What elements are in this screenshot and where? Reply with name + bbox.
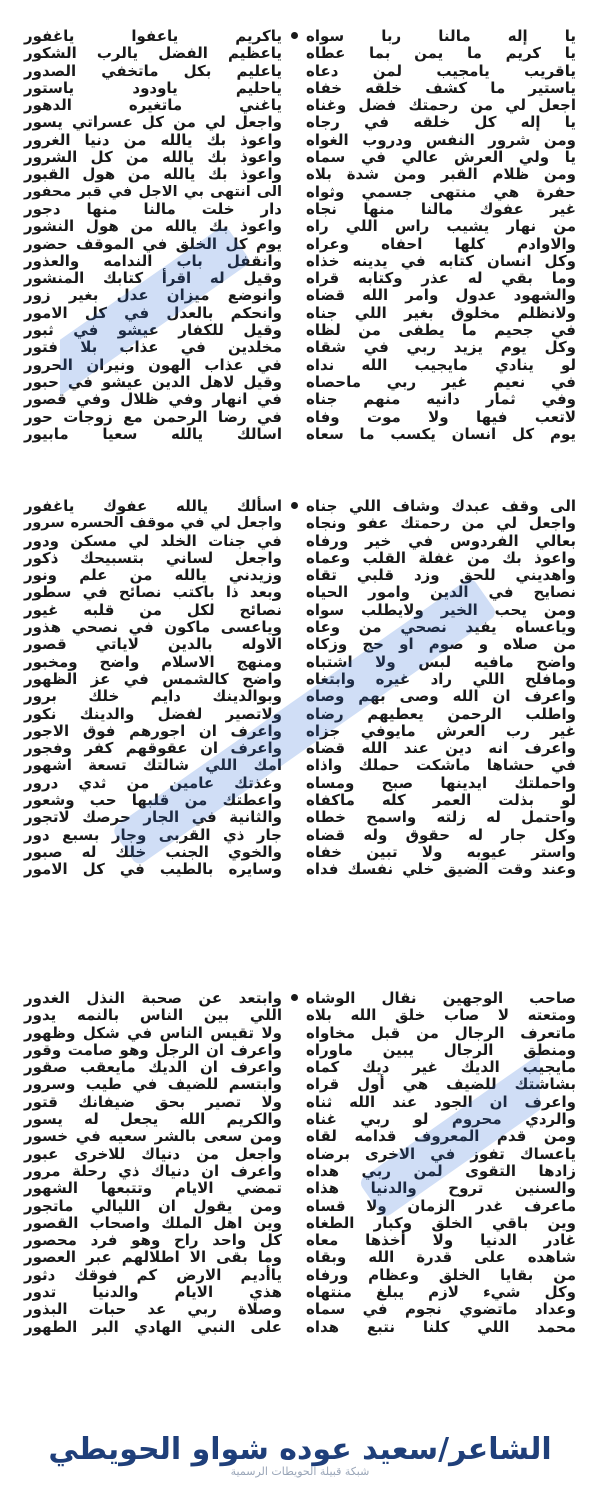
bullet-icon bbox=[291, 32, 298, 39]
verse-line: واعرف ان عقوقهم كفر وفجور bbox=[24, 739, 282, 758]
column-right bbox=[18, 28, 300, 468]
poet-signature bbox=[0, 1432, 600, 1478]
verse-line: واجعل من دنياك للاخرى عبور bbox=[24, 1144, 282, 1163]
verse-line: ياعظيم الفضل يالرب الشكور bbox=[24, 44, 282, 63]
verse-line: اللي بين الناس بالنمه يدور bbox=[24, 1006, 282, 1025]
verse-line: واحتمل له زلته واسمح خطاه bbox=[306, 808, 576, 827]
verse-line: كل واحد راح وهو فرد محصور bbox=[24, 1231, 282, 1250]
verse-line: اسالك يالله سعيا مابيور bbox=[24, 424, 282, 443]
verse-line: وابتسم للضيف في طيب وسرور bbox=[24, 1075, 282, 1094]
verse-line: واجعل لساني بتسبيحك ذكور bbox=[24, 548, 282, 567]
verse-line: بعالي الفردوس في خير ورفاه bbox=[306, 531, 576, 550]
verse-line: والثانية في الجار حرصك لاتجور bbox=[24, 808, 282, 827]
verse-line: من نهار يشيب راس اللي راه bbox=[306, 217, 576, 236]
verse-line: وصلاة ربي عد حبات البذور bbox=[24, 1300, 282, 1319]
verse-line: وكل يوم يزيد ربي في شقاه bbox=[306, 338, 576, 357]
verse-line: زادها التقوى لمن ربي هداه bbox=[306, 1161, 576, 1180]
verse-line: واعرف انه دين عند الله قضاه bbox=[306, 739, 576, 758]
verse-line: وانوضع ميزان عدل بغير زور bbox=[24, 286, 282, 305]
verse-line: وقيل للكفار عيشو في ثبور bbox=[24, 321, 282, 340]
verse-line: وبعد ذا باكتب نصائح في سطور bbox=[24, 583, 282, 602]
verse-line: واجعل لي في موقف الحسره سرور bbox=[24, 515, 282, 532]
verse-line: وانحكم بالعدل في كل الامور bbox=[24, 303, 282, 322]
verse-line: لو ينادي مايجيب الله نداه bbox=[306, 355, 576, 374]
verse-line: غير رب العرش مايوفي جزاه bbox=[306, 721, 576, 740]
poet-name: الشاعر/سعيد عوده شواو الحويطي bbox=[48, 1432, 552, 1467]
verse-line: دار خلت مالنا منها دجور bbox=[24, 199, 282, 218]
verse-line: شاهده على قدرة الله وبقاه bbox=[306, 1248, 576, 1267]
verse-line: وكل انسان كتابه في يدينه خذاه bbox=[306, 251, 576, 270]
verse-line: مخلدين في عذاب بلا فتور bbox=[24, 338, 282, 357]
bullet-icon bbox=[291, 994, 298, 1001]
verse-line: والاوادم كلها احفاه وعراه bbox=[306, 234, 576, 253]
verse-line: جار ذي القربى وجار بسبع دور bbox=[24, 825, 282, 844]
verse-line: هذي الايام والدنيا تدور bbox=[24, 1283, 282, 1302]
verse-line: ماعرف غدر الزمان ولا قساه bbox=[306, 1196, 576, 1215]
verse-line: واعرف ان دنياك ذي رحلة مرور bbox=[24, 1161, 282, 1180]
verse-line: ياأديم الارض كم فوقك دثور bbox=[24, 1265, 282, 1284]
verse-line: واعطتك من قلبها حب وشعور bbox=[24, 791, 282, 810]
verse-line: ومافلح اللي راد غيره وابتغاه bbox=[306, 669, 576, 688]
verse-line: اجعل لي من رحمتك فضل وغناه bbox=[306, 96, 576, 115]
verse-line: من صلاه و صوم او حج وزكاه bbox=[306, 635, 576, 654]
verse-line: ياعليم بكل ماتخفي الصدور bbox=[24, 61, 282, 80]
verse-line: يا كريم ما يمن بما عطاه bbox=[306, 44, 576, 63]
verse-line: ومن قدم المعروف قدامه لقاه bbox=[306, 1127, 576, 1146]
verse-line: وسايره بالطيب في كل الامور bbox=[24, 860, 282, 879]
verse-line: وين باقي الخلق وكبار الطغاه bbox=[306, 1213, 576, 1232]
verse-line: ولا تصير بحق ضيفانك قتور bbox=[24, 1092, 282, 1111]
verse-line: يا ولي العرش عالي في سماه bbox=[306, 148, 576, 167]
verse-line: وما بقي له عذر وكتابه قراه bbox=[306, 269, 576, 288]
verse-line: غادر الدنيا ولا أخذها معاه bbox=[306, 1231, 576, 1250]
verse-line: وفي ثمار دانيه منهم جناه bbox=[306, 390, 576, 409]
poem-section-2 bbox=[18, 498, 582, 968]
verse-line: ولا تقيس الناس في شكل وظهور bbox=[24, 1023, 282, 1042]
verse-line: حفرة هي منتهى جسمي وثواه bbox=[306, 182, 576, 201]
verse-line: صاحب الوجهين نقال الوشاه bbox=[306, 989, 576, 1007]
verse-line: ياكريم ياعفوا ياغفور bbox=[24, 27, 282, 45]
verse-line: وعند وقت الضيق خلي نفسك فداه bbox=[306, 860, 576, 879]
verse-line: واضح مافيه لبس ولا اشتباه bbox=[306, 652, 576, 671]
verse-line: واعرف ان الرجل وهو صامت وقور bbox=[24, 1040, 282, 1059]
verse-line: ومن شرور النفس ودروب الغواه bbox=[306, 130, 576, 149]
verse-line: ومن يقول ان الليالي ماتجور bbox=[24, 1196, 282, 1215]
verse-line: محمد اللي كلنا نتبع هداه bbox=[306, 1317, 576, 1336]
verse-line: واعرف ان اجورهم فوق الاجور bbox=[24, 721, 282, 740]
verse-line: وما بقى الا اطلالهم عبر العصور bbox=[24, 1248, 282, 1267]
verse-line: وكل جار له حقوق وله قضاه bbox=[306, 825, 576, 844]
bullet-icon bbox=[291, 502, 298, 509]
column-right bbox=[18, 990, 300, 1430]
verse-line: على النبي الهادي البر الطهور bbox=[24, 1317, 282, 1336]
verse-line: الى وقف عبدك وشاف اللي جناه bbox=[306, 497, 576, 515]
verse-line: في جحيم ما يطفى من لظاه bbox=[306, 321, 576, 340]
verse-line: ياغني ماتغيره الدهور bbox=[24, 96, 282, 115]
verse-line: اسألك يالله عفوك ياغفور bbox=[24, 497, 282, 515]
verse-line: واعوذ بك يالله من هول القبور bbox=[24, 165, 282, 184]
verse-line: لو بذلت العمر كله ماكفاه bbox=[306, 791, 576, 810]
poem-section-1 bbox=[18, 28, 582, 468]
verse-line: وياعسى ماكون في نصحي هذور bbox=[24, 618, 282, 637]
verse-line: وين اهل الملك واصحاب القصور bbox=[24, 1213, 282, 1232]
verse-line: والشهود عدول وامر الله قضاه bbox=[306, 286, 576, 305]
verse-line: وانقفل باب الندامه والعذور bbox=[24, 251, 282, 270]
verse-line: في نعيم غير ربي ماحصاه bbox=[306, 372, 576, 391]
verse-line: غير عفوك مالنا منها نجاه bbox=[306, 199, 576, 218]
column-left bbox=[300, 28, 582, 468]
verse-line: ولاتصير لفضل والدينك نكور bbox=[24, 704, 282, 723]
verse-line: واعوذ بك من غفلة القلب وعماه bbox=[306, 548, 576, 567]
column-left bbox=[300, 498, 582, 968]
verse-line: واجعل لي من رحمتك عفو ونجاه bbox=[306, 514, 576, 533]
verse-line: والخوي الجنب خلك له صبور bbox=[24, 842, 282, 861]
column-left bbox=[300, 990, 582, 1430]
verse-line: واستر عيوبه ولا تبين خفاه bbox=[306, 842, 576, 861]
verse-line: الى انتهى بي الاجل في قبر محفور bbox=[24, 183, 282, 200]
verse-line: وغذتك عامين من ثدي درور bbox=[24, 773, 282, 792]
verse-line: الاوله بالدين لاياتي قصور bbox=[24, 635, 282, 654]
verse-line: من بقايا الخلق وعظام ورفاه bbox=[306, 1265, 576, 1284]
verse-line: وابتعد عن صحبة النذل الغدور bbox=[24, 989, 282, 1007]
verse-line: واعوذ بك يالله من دنيا الغرور bbox=[24, 130, 282, 149]
verse-line: نصائح لكل من قلبه غيور bbox=[24, 600, 282, 619]
verse-line: واعوذ بك يالله من كل الشرور bbox=[24, 148, 282, 167]
verse-line: في انهار وفي ظلال وفي قصور bbox=[24, 390, 282, 409]
verse-line: يا إله كل خلقه في رجاه bbox=[306, 113, 576, 132]
verse-line: واطلب الرحمن يعطيهم رضاه bbox=[306, 704, 576, 723]
verse-line: ماتعرف الرجال من قبل مخاواه bbox=[306, 1023, 576, 1042]
verse-line: يوم كل انسان يكسب ما سعاه bbox=[306, 424, 576, 443]
column-right bbox=[18, 498, 300, 968]
verse-line: واعرف ان الديك مايعقب صقور bbox=[24, 1058, 282, 1077]
verse-line: وعداد ماتضوي نجوم في سماه bbox=[306, 1300, 576, 1319]
verse-line: في جنات الخلد لي مسكن ودور bbox=[24, 531, 282, 550]
verse-line: ومتعته لا صاب خلق الله بلاه bbox=[306, 1006, 576, 1025]
verse-line: ومنطق الرجال يبين ماوراه bbox=[306, 1040, 576, 1059]
verse-line: ياقريب يامجيب لمن دعاه bbox=[306, 61, 576, 80]
verse-line: بشاشتك للضيف هي أول قراه bbox=[306, 1075, 576, 1094]
verse-line: في رضا الرحمن مع زوجات حور bbox=[24, 407, 282, 426]
verse-line: ومن يحب الخير ولايطلب سواه bbox=[306, 600, 576, 619]
verse-line: ومن سعى بالشر سعيه في خسور bbox=[24, 1127, 282, 1146]
verse-line: واحملتك ايدينها صبح ومساه bbox=[306, 773, 576, 792]
verse-line: والسنين تروح والدنيا هذاه bbox=[306, 1179, 576, 1198]
verse-line: امك اللي شالتك تسعة اشهور bbox=[24, 756, 282, 775]
verse-line: واهديني للحق وزد قلبي تقاه bbox=[306, 566, 576, 585]
verse-line: واعرف ان الله وصى بهم وصاه bbox=[306, 687, 576, 706]
verse-line: وياعساه يفيد نصحي من وعاه bbox=[306, 618, 576, 637]
verse-line: واعرف ان الجود عند الله ثناه bbox=[306, 1092, 576, 1111]
verse-line: واضح كالشمس في عز الظهور bbox=[24, 669, 282, 688]
verse-line: وزيدني يالله من علم ونور bbox=[24, 566, 282, 585]
verse-line: مايجيب الديك غير ديك كماه bbox=[306, 1058, 576, 1077]
verse-line: تمضي الايام وتتبعها الشهور bbox=[24, 1179, 282, 1198]
verse-line: نصايح في الدين وامور الحياه bbox=[306, 583, 576, 602]
verse-line: ولانظلم مخلوق بغير اللي جناه bbox=[306, 303, 576, 322]
verse-line: وقيل له اقرأ كتابك المنشور bbox=[24, 269, 282, 288]
verse-line: واعوذ بك يالله من هول النشور bbox=[24, 217, 282, 236]
verse-line: لاتعب فيها ولا موت وفاه bbox=[306, 407, 576, 426]
verse-line: والردي محروم لو ربي غناه bbox=[306, 1110, 576, 1129]
verse-line: وقيل لاهل الدين عيشو في حبور bbox=[24, 372, 282, 391]
verse-line: ومن ظلام القبر ومن شدة بلاه bbox=[306, 165, 576, 184]
verse-line: في حشاها ماشكت حملك واذاه bbox=[306, 756, 576, 775]
poem-section-3 bbox=[18, 990, 582, 1430]
site-credit: شبكة قبيلة الحويطات الرسمية bbox=[230, 1465, 370, 1478]
verse-line: في عذاب الهون ونيران الحرور bbox=[24, 355, 282, 374]
verse-line: وبوالدينك دايم خلك برور bbox=[24, 687, 282, 706]
verse-line: يا إله مالنا ربا سواه bbox=[306, 27, 576, 45]
verse-line: وكل شيء لازم يبلغ منتهاه bbox=[306, 1283, 576, 1302]
verse-line: والكريم الله يجعل له يسور bbox=[24, 1110, 282, 1129]
verse-line: ياستير ما كشف خلقه خفاه bbox=[306, 78, 576, 97]
verse-line: ياحليم ياودود ياستور bbox=[24, 78, 282, 97]
verse-line: يوم كل الخلق في الموقف حضور bbox=[24, 234, 282, 253]
verse-line: ياعساك تفوز في الاخرى برضاه bbox=[306, 1144, 576, 1163]
verse-line: ومنهج الاسلام واضح ومخبور bbox=[24, 652, 282, 671]
verse-line: واجعل لي من كل عسراتي يسور bbox=[24, 113, 282, 132]
